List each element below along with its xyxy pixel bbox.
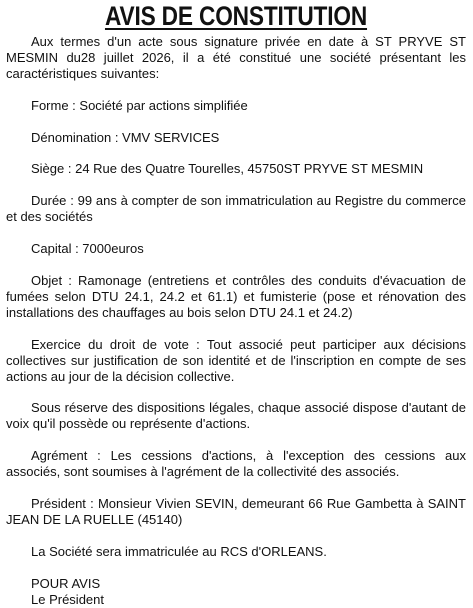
intro-paragraph: Aux termes d'un acte sous signature privée en date à ST PRYVE ST MESMIN du28 juillet 2026, il a été constitué une société présentant les caractéristiques suivantes: bbox=[6, 34, 466, 81]
registered-office-paragraph: Siège : 24 Rue des Quatre Tourelles, 45750ST PRYVE ST MESMIN bbox=[31, 161, 424, 177]
form-paragraph: Forme : Société par actions simplifiée bbox=[31, 97, 248, 113]
notice-body bbox=[6, 34, 466, 608]
notice-title: AVIS DE CONSTITUTION bbox=[105, 1, 368, 31]
purpose-paragraph: Objet : Ramonage (entretiens et contrôles des conduits d'évacuation de fumées selon DTU 24.1, 24.2 et 61.1) et fumisterie (pose et rénovation des installations des chauffages au bois selon DTU 24.1 et 24.2) bbox=[6, 272, 466, 320]
signature-block bbox=[6, 576, 466, 608]
denomination-paragraph: Dénomination : VMV SERVICES bbox=[31, 129, 220, 145]
duration-paragraph: Durée : 99 ans à compter de son immatriculation au Registre du commerce et des sociétés bbox=[6, 193, 466, 225]
capital-paragraph: Capital : 7000euros bbox=[31, 240, 144, 256]
registration-paragraph: La Société sera immatriculée au RCS d'ORLEANS. bbox=[31, 543, 327, 559]
voting-rights-paragraph: Exercice du droit de vote : Tout associé peut participer aux décisions collectives sur justification de son identité et de l'inscription en compte de ses actions au jour de la décision collective. bbox=[6, 336, 466, 384]
title-wrapper bbox=[0, 1, 473, 35]
approval-paragraph: Agrément : Les cessions d'actions, à l'exception des cessions aux associés, sont soumises à l'agrément de la collectivité des associés. bbox=[6, 448, 466, 480]
signature-line-1: POUR AVIS bbox=[31, 575, 101, 591]
president-paragraph: Président : Monsieur Vivien SEVIN, demeurant 66 Rue Gambetta à SAINT JEAN DE LA RUELLE (45140) bbox=[6, 495, 466, 527]
signature-line-2: Le Président bbox=[31, 591, 104, 607]
votes-paragraph: Sous réserve des dispositions légales, chaque associé dispose d'autant de voix qu'il possède ou représente d'actions. bbox=[6, 400, 466, 432]
